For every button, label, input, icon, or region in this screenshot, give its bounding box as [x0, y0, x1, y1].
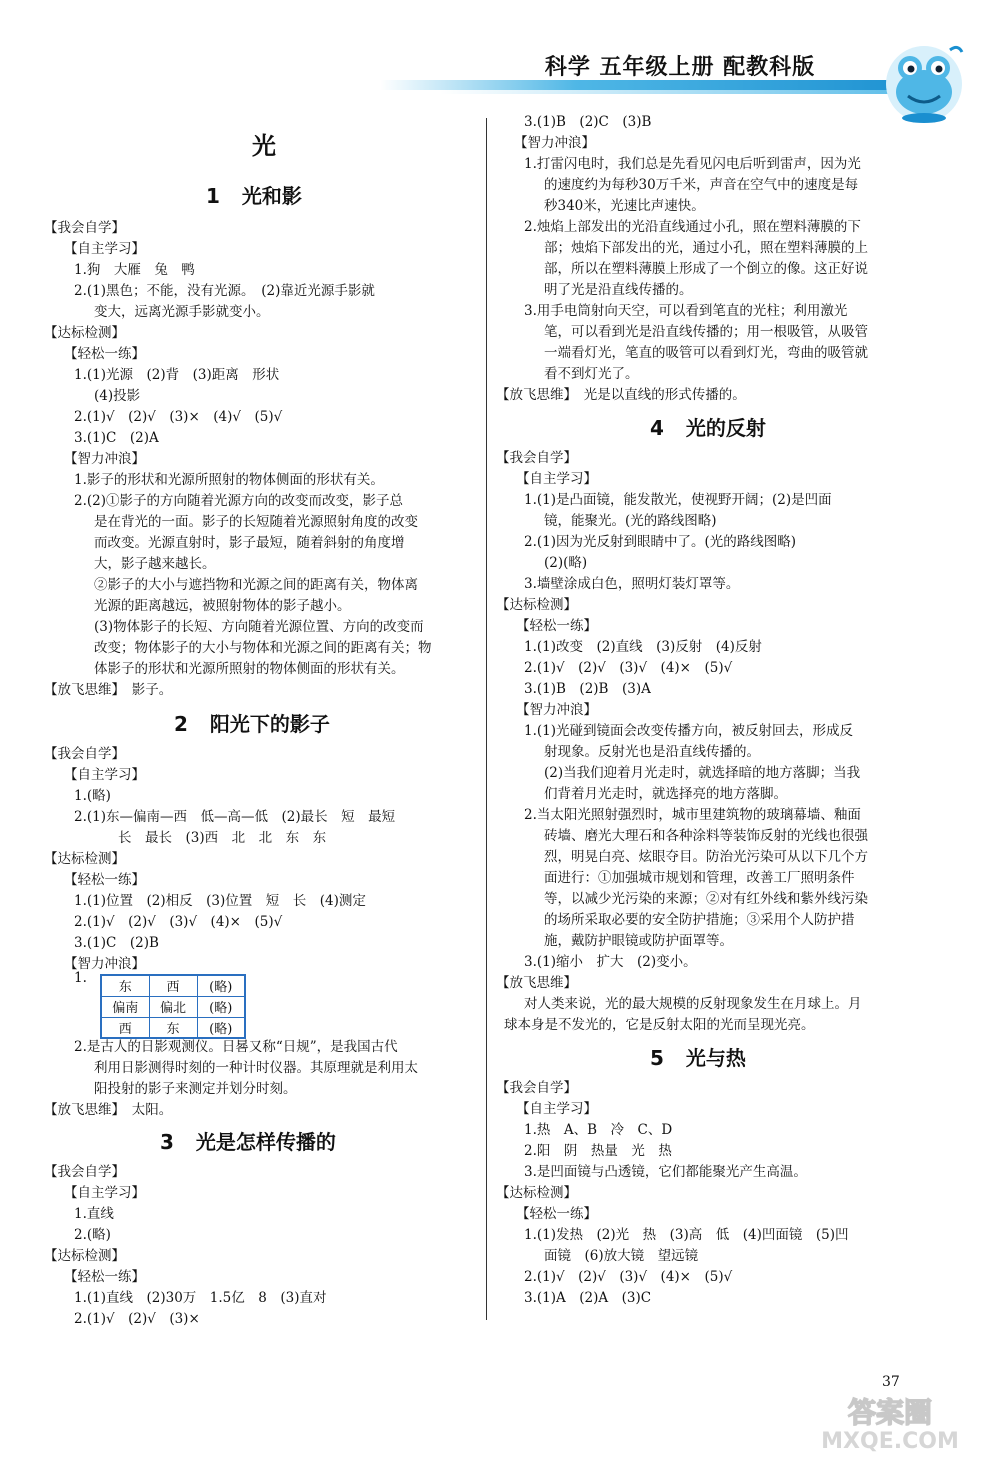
text-line: 镜，能聚光。(光的路线图略): [544, 513, 717, 529]
text-line: 1.(略): [74, 788, 111, 804]
text-line: 是在背光的一面。影子的长短随着光源照射角度的改变: [94, 514, 418, 530]
text-line: 【达标检测】: [44, 1248, 125, 1264]
lesson-3-heading: [160, 1126, 336, 1155]
text-line: 面进行：①加强城市规划和管理，改善工厂照明条件: [544, 870, 855, 886]
text-line: 3.是凹面镜与凸透镜，它们都能聚光产生高温。: [524, 1164, 807, 1180]
table-cell: (略): [197, 1017, 245, 1038]
text-line: 【自主学习】: [64, 1185, 145, 1201]
text-line: 【轻松一练】: [64, 1269, 145, 1285]
text-line: 【达标检测】: [44, 851, 125, 867]
text-line: 【轻松一练】: [516, 1206, 597, 1222]
text-line: 【放飞思维】: [496, 975, 577, 991]
text-line: 2.(1)东—偏南—西 低—高—低 (2)最长 短 最短: [74, 809, 396, 825]
watermark-line-1: 答案圈: [847, 1396, 933, 1429]
text-line: 【我会自学】: [44, 1164, 125, 1180]
text-line: 【达标检测】: [44, 325, 125, 341]
text-line: 1.热 A、B 冷 C、D: [524, 1122, 673, 1138]
table-row: [101, 1017, 245, 1038]
text-line: 利用日影测得时刻的一种计时仪器。其原理就是利用太: [94, 1060, 418, 1076]
watermark-line-2: MXQE.COM: [821, 1429, 959, 1454]
text-line: 2.烛焰上部发出的光沿直线通过小孔，照在塑料薄膜的下: [524, 219, 861, 235]
text-line: 【我会自学】: [44, 220, 125, 236]
text-line: 【智力冲浪】: [516, 702, 597, 718]
text-line: (2)当我们迎着月光走时，就选择暗的地方落脚；当我: [544, 765, 861, 781]
text-line: 等，以减少光污染的来源；②对有红外线和紫外线污染: [544, 891, 868, 907]
text-line: 3.(1)A (2)A (3)C: [524, 1290, 652, 1306]
text-line: 1.(1)改变 (2)直线 (3)反射 (4)反射: [524, 639, 762, 655]
page-header: [380, 36, 970, 122]
text-line: 1.狗 大雁 兔 鸭: [74, 262, 195, 278]
table-cell: 西: [149, 975, 197, 996]
text-line: 【我会自学】: [496, 1080, 577, 1096]
text-line: 1.(1)是凸面镜，能发散光，使视野开阔；(2)是凹面: [524, 492, 832, 508]
text-line: 面镜 (6)放大镜 望远镜: [544, 1248, 699, 1264]
text-line: (3)物体影子的长短、方向随着光源位置、方向的改变而: [94, 619, 424, 635]
frog-mascot-icon: [878, 36, 970, 126]
lesson-number: 2: [174, 712, 188, 736]
text-line: 笔，可以看到光是沿直线传播的；用一根吸管，从吸管: [544, 324, 868, 340]
text-line: 3.(1)C (2)A: [74, 430, 159, 446]
lesson-5-heading: [650, 1042, 746, 1071]
text-line: 2.(1)√ (2)√ (3)× (4)√ (5)√: [74, 409, 283, 425]
lesson-title: 光与热: [685, 1046, 746, 1070]
text-line: 1.打雷闪电时，我们总是先看见闪电后听到雷声，因为光: [524, 156, 861, 172]
text-line: 2.(2)①影子的方向随着光源方向的改变而改变，影子总: [74, 493, 404, 509]
table-cell: 东: [101, 975, 149, 996]
text-line: 1.(1)发热 (2)光 热 (3)高 低 (4)凹面镜 (5)凹: [524, 1227, 849, 1243]
text-line: 2.(1)黑色；不能，没有光源。 (2)靠近光源手影就: [74, 283, 375, 299]
text-line: 3.(1)缩小 扩大 (2)变小。: [524, 954, 697, 970]
lesson-number: 5: [650, 1046, 664, 1070]
text-line: 大，影子越来越长。: [94, 556, 216, 572]
text-line: 看不到灯光了。: [544, 366, 639, 382]
text-line: 球本身是不发光的，它是反射太阳的光而呈现光亮。: [504, 1017, 815, 1033]
text-line: 的速度约为每秒30万千米，声音在空气中的速度是每: [544, 177, 859, 193]
text-line: 1.直线: [74, 1206, 114, 1222]
text-line: 改变；物体影子的大小与物体和光源之间的距离有关；物: [94, 640, 432, 656]
text-line: 2.(略): [74, 1227, 111, 1243]
text-line: 部，所以在塑料薄膜上形成了一个倒立的像。这正好说: [544, 261, 868, 277]
text-line: 2.当太阳光照射强烈时，城市里建筑物的玻璃幕墙、釉面: [524, 807, 861, 823]
text-line: 1.(1)位置 (2)相反 (3)位置 短 长 (4)测定: [74, 893, 366, 909]
text-line: 1.影子的形状和光源所照射的物体侧面的形状有关。: [74, 472, 384, 488]
text-line: 【我会自学】: [44, 746, 125, 762]
text-line: 们背着月光走时，就选择亮的地方落脚。: [544, 786, 787, 802]
text-line: 【自主学习】: [516, 471, 597, 487]
text-line: 3.用手电筒射向天空，可以看到笔直的光柱；利用激光: [524, 303, 848, 319]
text-line: 阳投射的影子来测定并划分时刻。: [94, 1081, 297, 1097]
lesson-title: 光的反射: [685, 416, 766, 440]
text-line: 烈，明晃白亮、炫眼夺目。防治光污染可从以下几个方: [544, 849, 868, 865]
text-line: 2.(1)√ (2)√ (3)√ (4)× (5)√: [524, 660, 733, 676]
text-line: 1.(1)光碰到镜面会改变传播方向，被反射回去，形成反: [524, 723, 854, 739]
text-line: 【放飞思维】 太阳。: [44, 1102, 173, 1118]
text-line: 3.(1)B (2)C (3)B: [524, 114, 652, 130]
text-line: 【达标检测】: [496, 1185, 577, 1201]
text-line: 明了光是沿直线传播的。: [544, 282, 693, 298]
text-line: 【放飞思维】 影子。: [44, 682, 173, 698]
table-cell: (略): [197, 996, 245, 1017]
text-line: ②影子的大小与遮挡物和光源之间的距离有关，物体离: [94, 577, 418, 593]
text-line: 一端看灯光，笔直的吸管可以看到灯光，弯曲的吸管就: [544, 345, 868, 361]
text-line: (4)投影: [94, 388, 141, 404]
table-row: [101, 996, 245, 1017]
lesson-title: 光和影: [241, 184, 302, 208]
lesson-number: 4: [650, 416, 664, 440]
text-line: 3.(1)C (2)B: [74, 935, 159, 951]
text-line: (2)(略): [544, 555, 588, 571]
text-line: 【轻松一练】: [64, 872, 145, 888]
lesson-4-heading: [650, 412, 766, 441]
text-line: 秒340米，光速比声速快。: [544, 198, 705, 214]
table-cell: 偏北: [149, 996, 197, 1017]
column-divider: [486, 118, 487, 1320]
text-line: 2.(1)√ (2)√ (3)×: [74, 1311, 200, 1327]
text-line: 对人类来说，光的最大规模的反射现象发生在月球上。月: [524, 996, 862, 1012]
text-line: 2.阳 阴 热量 光 热: [524, 1143, 672, 1159]
lesson-title: 阳光下的影子: [209, 712, 330, 736]
text-line: 【自主学习】: [516, 1101, 597, 1117]
text-line: 的场所采取必要的安全防护措施；③采用个人防护措: [544, 912, 855, 928]
site-watermark: [790, 1392, 990, 1454]
text-line: 【自主学习】: [64, 241, 145, 257]
text-line: 3.墙壁涂成白色，照明灯装灯罩等。: [524, 576, 740, 592]
header-band: [380, 80, 940, 90]
page-number: 37: [882, 1374, 900, 1390]
table-cell: 偏南: [101, 996, 149, 1017]
text-line: 砖墙、磨光大理石和各种涂料等装饰反射的光线也很强: [544, 828, 868, 844]
text-line: 【放飞思维】 光是以直线的形式传播的。: [496, 387, 746, 403]
text-line: 【智力冲浪】: [64, 451, 145, 467]
text-line: 体影子的形状和光源所照射的物体侧面的形状有关。: [94, 661, 405, 677]
text-line: 3.(1)B (2)B (3)A: [524, 681, 651, 697]
table-row: [101, 975, 245, 996]
lesson-number: 3: [160, 1130, 174, 1154]
text-line: 长 最长 (3)西 北 北 东 东: [118, 830, 327, 846]
text-line: 1.(1)直线 (2)30万 1.5亿 8 (3)直对: [74, 1290, 327, 1306]
text-line: 射现象。反射光也是沿直线传播的。: [544, 744, 760, 760]
text-line: 部；烛焰下部发出的光，通过小孔，照在塑料薄膜的上: [544, 240, 868, 256]
text-line: 而改变。光源直射时，影子最短，随着斜射的角度增: [94, 535, 405, 551]
text-line: 【轻松一练】: [64, 346, 145, 362]
text-line: 2.(1)√ (2)√ (3)√ (4)× (5)√: [524, 1269, 733, 1285]
lesson-title: 光是怎样传播的: [195, 1130, 336, 1154]
lesson-2-heading: [174, 708, 330, 737]
direction-table: [100, 974, 246, 1039]
lesson-number: 1: [206, 184, 220, 208]
chapter-title: 光: [252, 132, 276, 160]
text-line: 【智力冲浪】: [64, 956, 145, 972]
text-line: 光源的距离越远，被照射物体的影子越小。: [94, 598, 351, 614]
text-line: 1.(1)光源 (2)背 (3)距离 形状: [74, 367, 280, 383]
text-line: 【达标检测】: [496, 597, 577, 613]
text-line: 1.: [74, 970, 87, 986]
header-band-secondary: [440, 90, 940, 94]
text-line: 【轻松一练】: [516, 618, 597, 634]
header-title: 科学 五年级上册 配教科版: [544, 55, 816, 80]
lesson-1-heading: [206, 180, 302, 209]
table-cell: 西: [101, 1017, 149, 1038]
table-cell: (略): [197, 975, 245, 996]
text-line: 施，戴防护眼镜或防护面罩等。: [544, 933, 733, 949]
text-line: 2.是古人的日影观测仪。日晷又称“日规”，是我国古代: [74, 1039, 398, 1055]
text-line: 【智力冲浪】: [514, 135, 595, 151]
text-line: 2.(1)√ (2)√ (3)√ (4)× (5)√: [74, 914, 283, 930]
text-line: 【我会自学】: [496, 450, 577, 466]
text-line: 【自主学习】: [64, 767, 145, 783]
table-cell: 东: [149, 1017, 197, 1038]
text-line: 变大，远离光源手影就变小。: [94, 304, 270, 320]
text-line: 2.(1)因为光反射到眼睛中了。(光的路线图略): [524, 534, 797, 550]
